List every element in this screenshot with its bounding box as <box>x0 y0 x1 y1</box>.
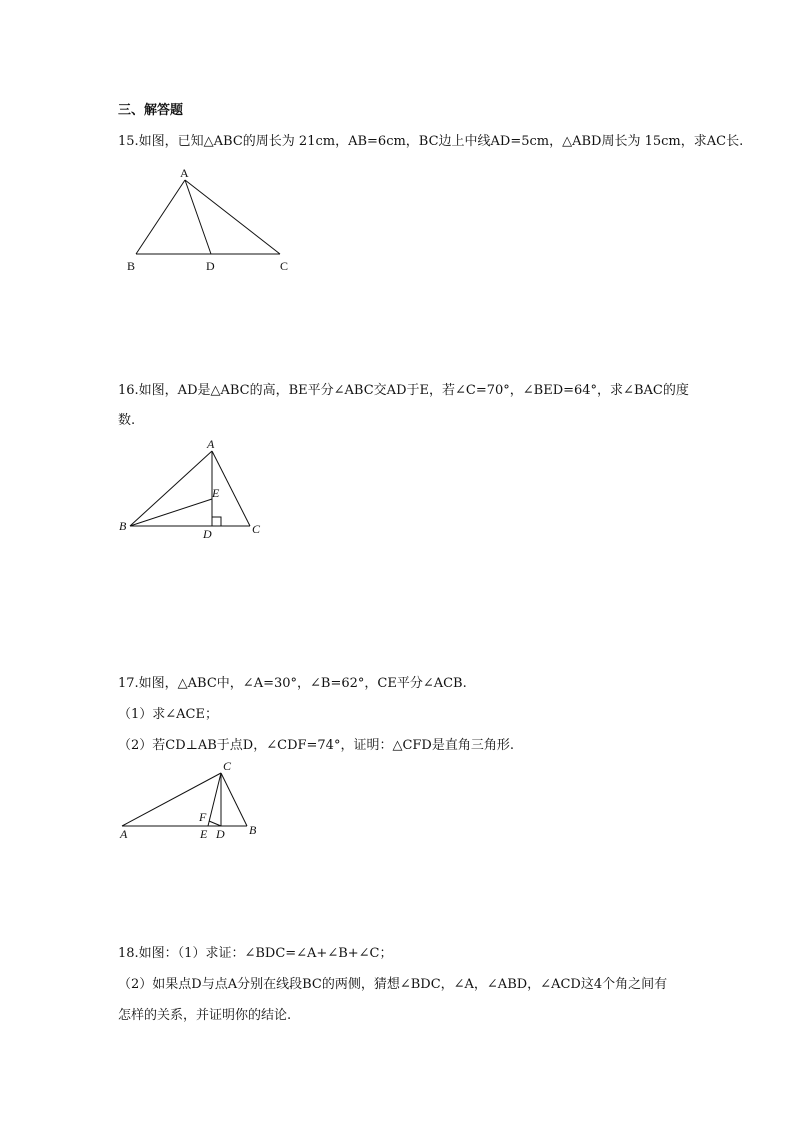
q15-triangle-figure <box>120 162 300 280</box>
question-18-line-1: 18.如图：（1）求证：∠BDC=∠A+∠B+∠C； <box>118 946 393 961</box>
q17-triangle-figure <box>116 760 276 845</box>
q16-label-e: E <box>212 486 220 500</box>
q16-segment-ab <box>130 451 212 526</box>
question-16-line-1: 16.如图，AD是△ABC的高，BE平分∠ABC交AD于E，若∠C=70°，∠BED=64°，求∠BAC的度 <box>118 383 689 398</box>
q17-bisector-ce <box>208 773 221 826</box>
q15-label-c: C <box>280 259 289 273</box>
q15-label-b: B <box>127 259 136 273</box>
q16-label-b: B <box>119 519 127 533</box>
q16-bisector-be <box>130 499 212 526</box>
q17-label-d: D <box>216 827 225 841</box>
q16-triangle-figure <box>116 437 266 542</box>
q17-label-f: F <box>199 810 207 824</box>
question-15-text: 15.如图，已知△ABC的周长为 21cm，AB=6cm，BC边上中线AD=5cm，△ABD周长为 15cm，求AC长. <box>118 134 744 149</box>
question-16-line-2: 数. <box>118 413 136 428</box>
question-18-line-3: 怎样的关系，并证明你的结论. <box>118 1008 292 1023</box>
q15-median-ad <box>185 180 211 254</box>
section-title: 三、解答题 <box>118 103 184 118</box>
question-17-line-1: 17.如图，△ABC中，∠A=30°，∠B=62°，CE平分∠ACB. <box>118 676 467 691</box>
q15-label-a: A <box>180 166 189 180</box>
q17-segment-bc <box>221 773 247 826</box>
q17-label-e: E <box>200 827 208 841</box>
q17-label-c: C <box>223 759 232 773</box>
q16-right-angle-mark <box>212 517 221 526</box>
question-17-line-3: （2）若CD⊥AB于点D，∠CDF=74°，证明：△CFD是直角三角形. <box>118 738 514 753</box>
q17-segment-fd <box>209 821 221 826</box>
q15-segment-ab <box>136 180 185 254</box>
q17-label-a: A <box>120 827 128 841</box>
q16-label-c: C <box>252 522 261 536</box>
q16-label-d: D <box>203 527 212 541</box>
q15-label-d: D <box>206 259 215 273</box>
q17-label-b: B <box>249 823 257 837</box>
q15-segment-ac <box>185 180 280 254</box>
q16-label-a: A <box>207 437 215 451</box>
question-17-line-2: （1）求∠ACE； <box>118 707 218 722</box>
question-18-line-2: （2）如果点D与点A分别在线段BC的两侧，猜想∠BDC，∠A，∠ABD，∠ACD这4个角之间有 <box>118 977 668 992</box>
